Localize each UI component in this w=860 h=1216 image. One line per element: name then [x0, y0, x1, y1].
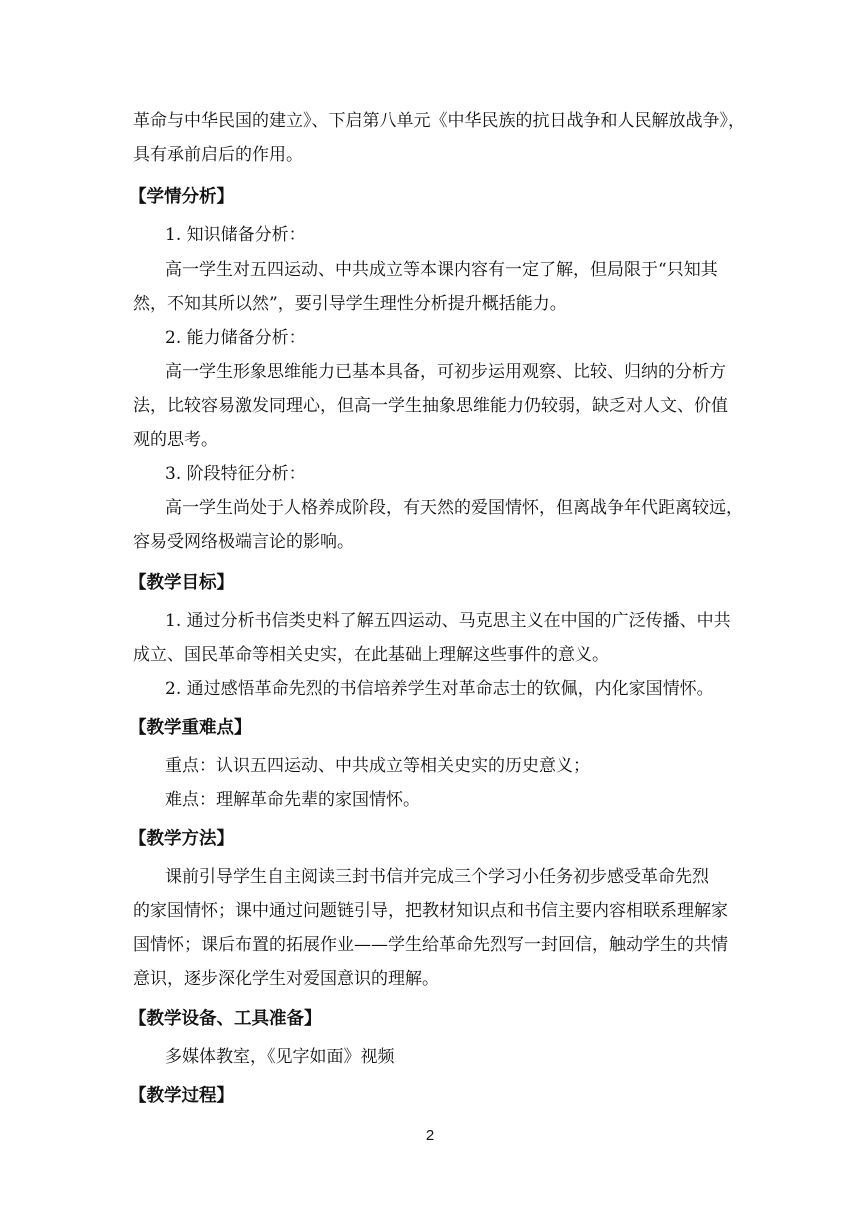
goal-line: 2. 通过感悟革命先烈的书信培养学生对革命志士的钦佩，内化家国情怀。	[165, 679, 714, 699]
paragraph-line: 然，不知其所以然”，要引导学生理性分析提升概括能力。	[133, 294, 567, 314]
paragraph-line: 法，比较容易激发同理心，但高一学生抽象思维能力仍较弱，缺乏对人文、价值	[133, 396, 728, 416]
section-heading-learning-analysis: 【学情分析】	[129, 187, 234, 207]
paragraph-line: 高一学生形象思维能力已基本具备，可初步运用观察、比较、归纳的分析方	[165, 362, 726, 382]
paragraph-line: 高一学生尚处于人格养成阶段，有天然的爱国情怀，但离战争年代距离较远，	[165, 498, 743, 518]
section-heading-methods: 【教学方法】	[129, 829, 234, 849]
difficult-point-line: 难点：理解革命先辈的家国情怀。	[165, 790, 420, 810]
intro-line-2: 具有承前启后的作用。	[133, 145, 303, 165]
page-number: 2	[425, 1127, 435, 1144]
intro-line-1: 革命与中华民国的建立》、下启第八单元《中华民族的抗日战争和人民解放战争》，	[133, 111, 745, 131]
section-heading-process: 【教学过程】	[129, 1086, 234, 1106]
section-heading-teaching-goals: 【教学目标】	[129, 573, 234, 593]
goal-line: 1. 通过分析书信类史料了解五四运动、马克思主义在中国的广泛传播、中共	[165, 611, 731, 631]
paragraph-line: 容易受网络极端言论的影响。	[133, 532, 354, 552]
paragraph-line: 课前引导学生自主阅读三封书信并完成三个学习小任务初步感受革命先烈	[165, 867, 709, 887]
item-title-ability: 2. 能力储备分析：	[165, 328, 306, 348]
key-point-line: 重点：认识五四运动、中共成立等相关史实的历史意义；	[165, 756, 590, 776]
section-heading-equipment: 【教学设备、工具准备】	[129, 1009, 322, 1029]
paragraph-line: 多媒体教室，《见字如面》视频	[165, 1047, 395, 1067]
section-heading-key-points: 【教学重难点】	[129, 718, 252, 738]
paragraph-line: 高一学生对五四运动、中共成立等本课内容有一定了解，但局限于“只知其	[165, 260, 718, 280]
paragraph-line: 意识，逐步深化学生对爱国意识的理解。	[133, 969, 439, 989]
item-title-knowledge: 1. 知识储备分析：	[165, 225, 306, 245]
paragraph-line: 观的思考。	[133, 430, 218, 450]
goal-line: 成立、国民革命等相关史实，在此基础上理解这些事件的意义。	[133, 645, 609, 665]
paragraph-line: 的家国情怀；课中通过问题链引导，把教材知识点和书信主要内容相联系理解家	[133, 901, 728, 921]
item-title-stage: 3. 阶段特征分析：	[165, 464, 306, 484]
paragraph-line: 国情怀；课后布置的拓展作业——学生给革命先烈写一封回信，触动学生的共情	[133, 935, 728, 955]
